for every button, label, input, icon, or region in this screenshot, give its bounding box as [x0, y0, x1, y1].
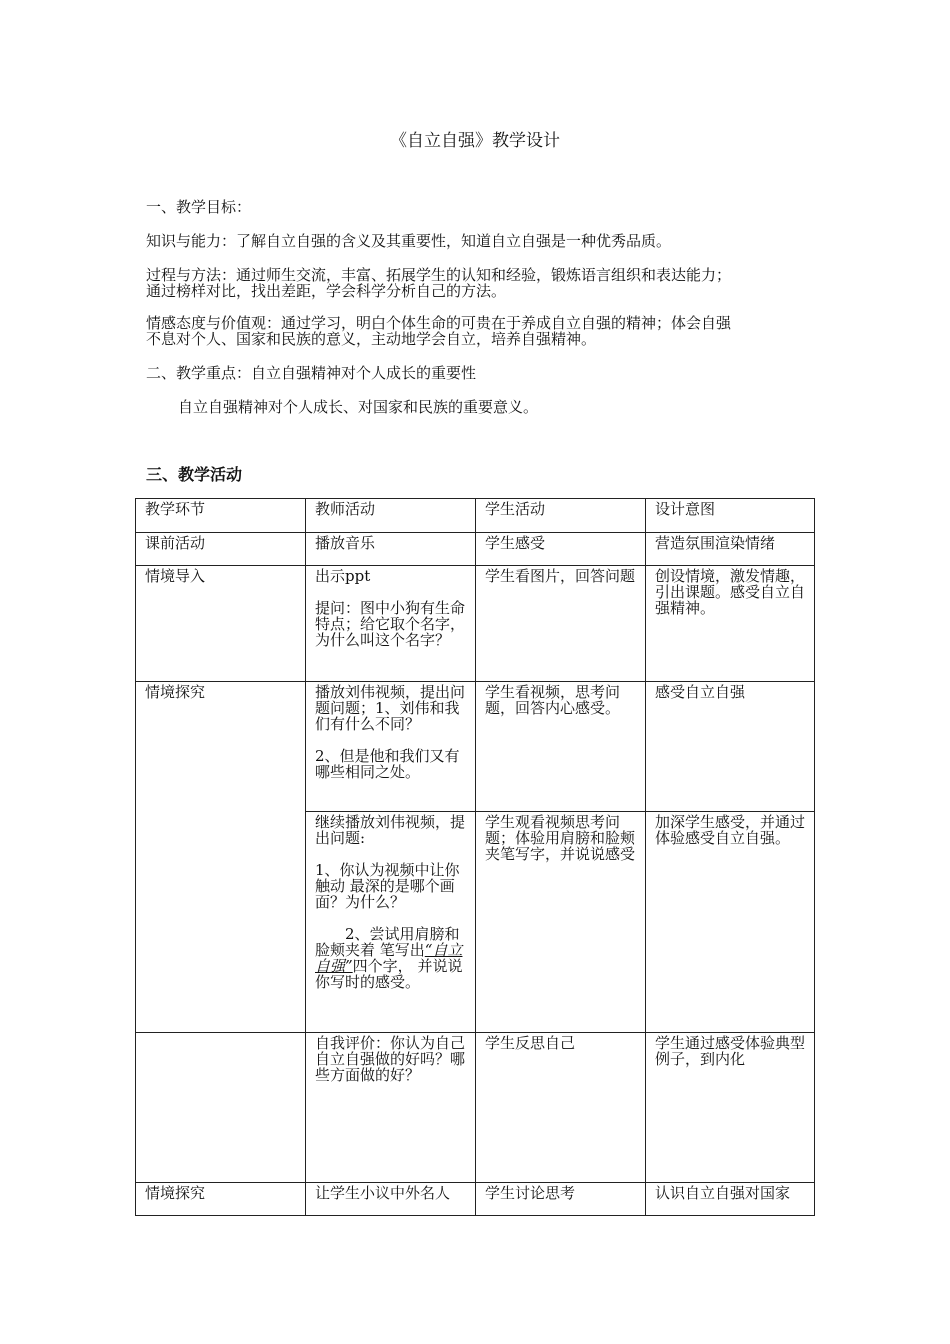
teacher-activity-text: 出示ppt	[315, 567, 371, 585]
objective-process-line1: 过程与方法：通过师生交流，丰富、拓展学生的认知和经验，锻炼语言组织和表达能力；	[146, 266, 732, 284]
teacher-activity-text: 继续播放刘伟视频，提出问题:	[315, 813, 466, 847]
table-cell: 播放音乐	[315, 534, 376, 552]
table-cell: 学生看图片，回答问题	[485, 567, 636, 585]
teacher-activity-text: 四个字， 并说说你写时的感受。	[315, 957, 463, 991]
table-cell: 学生讨论思考	[485, 1184, 576, 1202]
teacher-activity-text: 2、但是他和我们又有哪些相同之处。	[315, 747, 460, 781]
table-cell	[315, 814, 470, 990]
table-cell: 情境探究	[145, 1184, 206, 1202]
table-border	[475, 498, 476, 1216]
key-points-detail: 自立自强精神对个人成长、对国家和民族的重要意义。	[178, 398, 539, 416]
objectives-heading: 一、教学目标：	[146, 198, 252, 216]
teacher-activity-text: 1、你认为视频中让你触动 最深的是哪个画面？为什么？	[315, 861, 460, 911]
table-cell: 学生通过感受体验典型例子，到内化	[655, 1034, 806, 1068]
table-cell: 学生看视频，思考问题，回答内心感受。	[485, 683, 621, 717]
activities-table	[135, 498, 815, 1216]
table-cell: 学生反思自己	[485, 1034, 576, 1052]
table-cell: 营造氛围渲染情绪	[655, 534, 776, 552]
teacher-activity-text: 播放刘伟视频，提出问题问题；1、刘伟和我们有什么不同？	[315, 683, 466, 733]
table-cell: 感受自立自强	[655, 683, 746, 701]
objective-attitude-line1: 情感态度与价值观：通过学习，明白个体生命的可贵在于养成自立自强的精神；体会自强	[146, 314, 732, 332]
header-intent: 设计意图	[655, 500, 716, 518]
teacher-activity-text	[315, 926, 470, 990]
table-cell: 加深学生感受，并通过体验感受自立自强。	[655, 813, 806, 847]
table-border	[645, 498, 646, 1216]
document-title: 《自立自强》教学设计	[390, 131, 560, 151]
table-cell	[315, 568, 470, 648]
table-cell: 认识自立自强对国家	[655, 1184, 791, 1202]
header-stage: 教学环节	[145, 500, 206, 518]
teacher-activity-text: 提问：图中小狗有生命特点；给它取个名字，为什么叫这个名字？	[315, 599, 466, 649]
table-cell: 自我评价：你认为自己自立自强做的好吗？哪些方面做的好？	[315, 1034, 466, 1084]
underlined-phrase: “自立自强”	[315, 941, 463, 975]
table-border	[305, 811, 815, 812]
table-cell	[315, 684, 470, 780]
table-cell: 情境导入	[145, 567, 206, 585]
table-border	[814, 498, 815, 1216]
key-points-heading: 二、教学重点：自立自强精神对个人成长的重要性	[146, 364, 477, 382]
table-border	[135, 498, 136, 1216]
activities-heading: 三、教学活动	[146, 465, 243, 484]
table-border	[305, 498, 306, 1216]
header-teacher: 教师活动	[315, 500, 376, 518]
header-student: 学生活动	[485, 500, 546, 518]
objective-attitude-line2: 不息对个人、国家和民族的意义，主动地学会自立，培养自强精神。	[146, 330, 597, 348]
table-cell: 学生感受	[485, 534, 546, 552]
table-cell: 学生观看视频思考问题；体验用肩膀和脸颊夹笔写字，并说说感受	[485, 813, 636, 863]
table-cell: 让学生小议中外名人	[315, 1184, 451, 1202]
objective-process-line2: 通过榜样对比，找出差距，学会科学分析自己的方法。	[146, 282, 507, 300]
teacher-activity-text: 2、尝试用肩膀和脸颊夹着 笔写出	[315, 925, 460, 959]
table-cell: 课前活动	[145, 534, 206, 552]
objective-knowledge: 知识与能力：了解自立自强的含义及其重要性，知道自立自强是一种优秀品质。	[146, 232, 672, 250]
table-cell: 情境探究	[145, 683, 206, 701]
table-cell: 创设情境，激发情趣，引出课题。感受自立自强精神。	[655, 567, 806, 617]
